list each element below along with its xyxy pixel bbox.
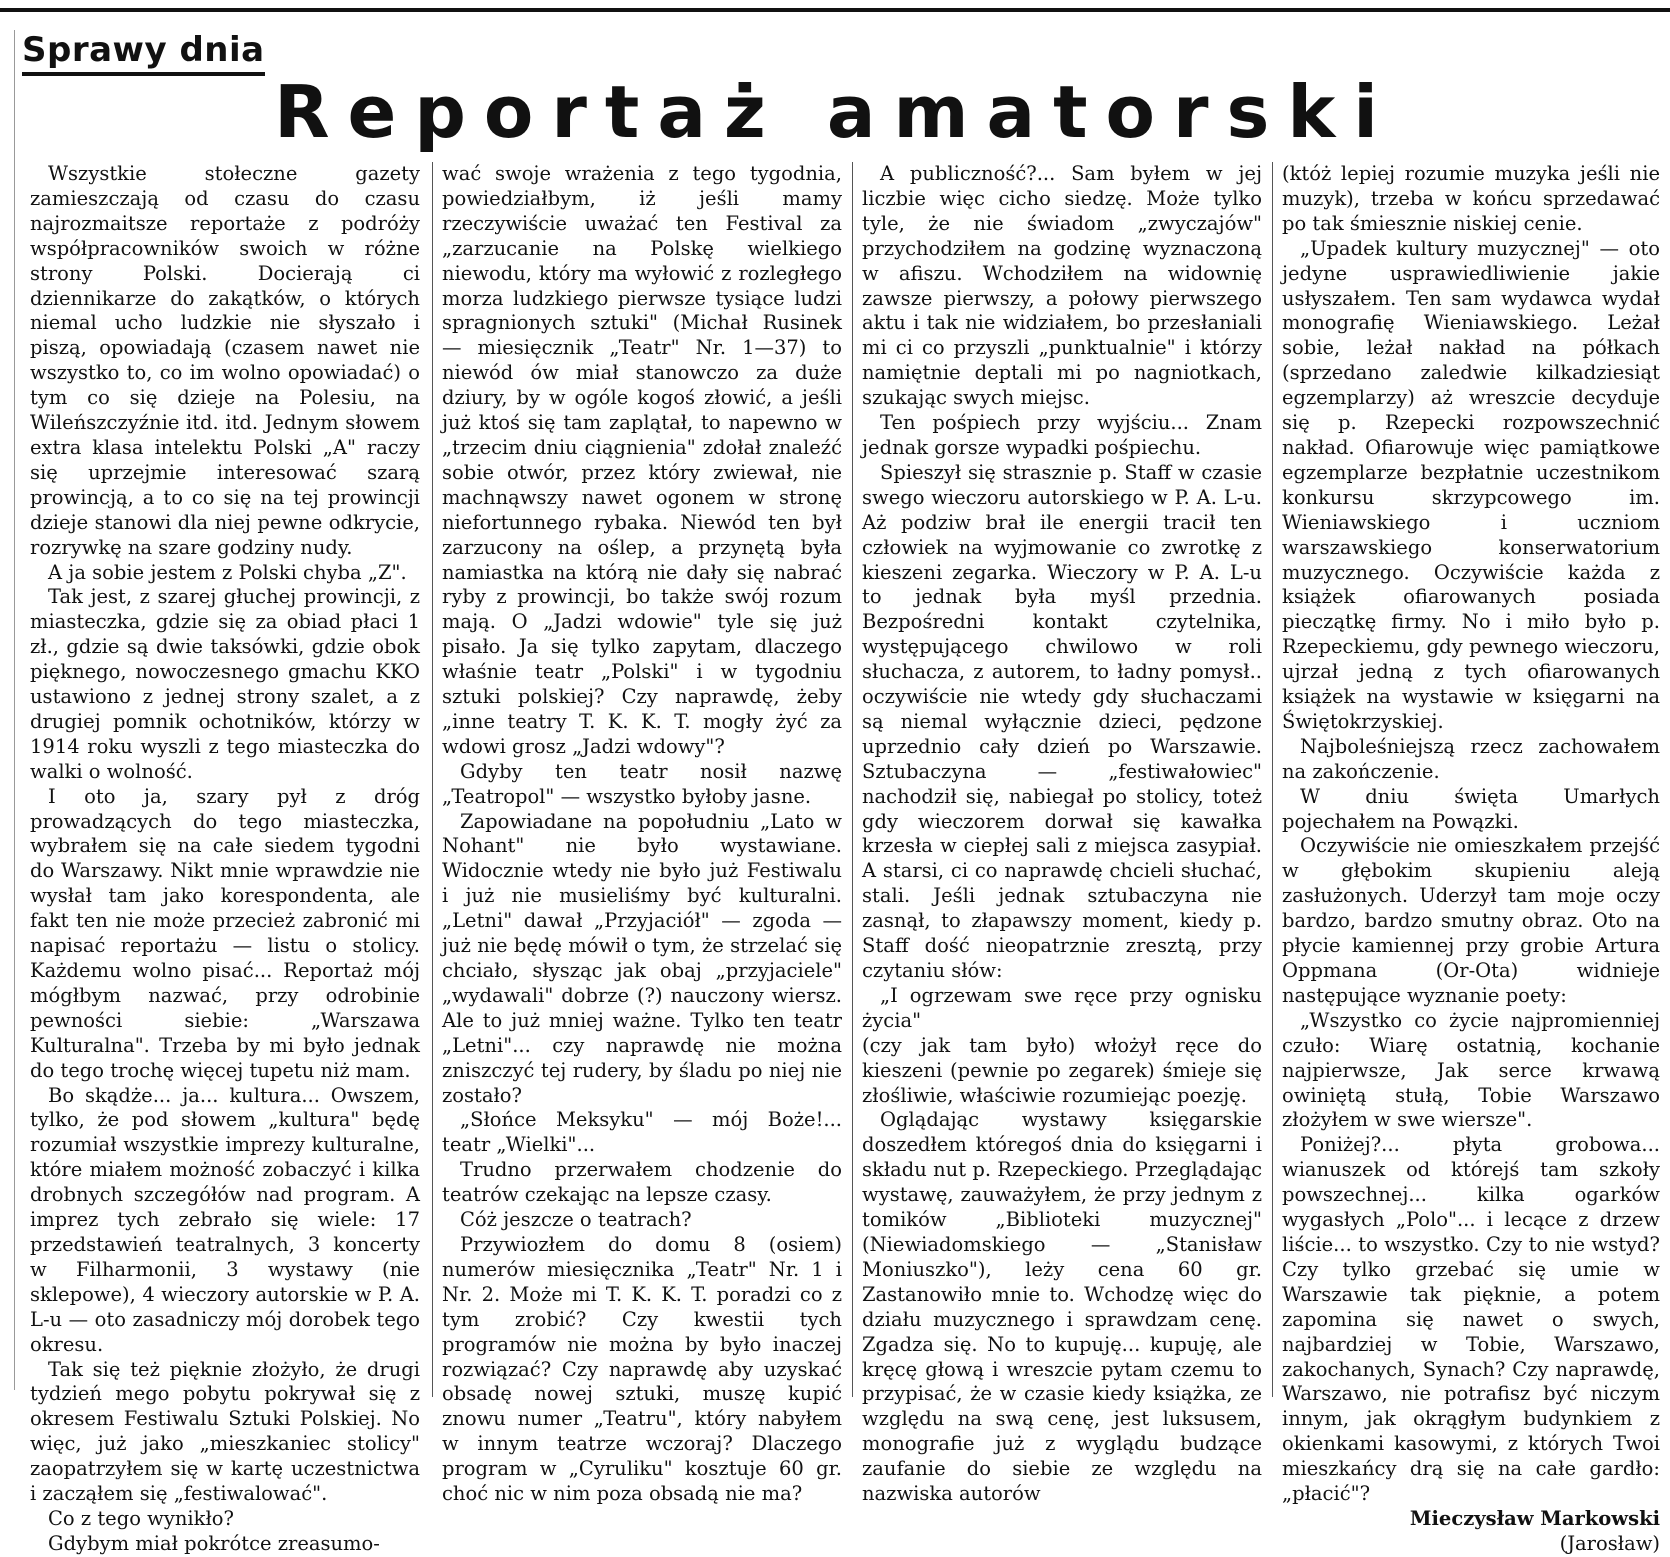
column-rule	[1272, 162, 1273, 1397]
column-rule	[852, 162, 853, 1397]
author-location: (Jarosław)	[1559, 1531, 1660, 1555]
paragraph: (któż lepiej rozumie muzyka jeśli nie muzyk), trzeba w końcu sprzedawać po tak śmiesznie niskiej cenie.	[1282, 162, 1660, 235]
paragraph: Oczywiście nie omieszkałem przejść w głębokim skupieniu aleją zasłużonych. Uderzył tam moje oczy bardzo, bardzo smutny obraz. Oto na płycie kamiennej przy grobie Artura Oppmana (Or-Ota) widnieje następujące wyznanie poety:	[1282, 834, 1660, 1007]
column-3	[862, 162, 1262, 1506]
author-signature: Mieczysław Markowski	[1409, 1506, 1660, 1530]
column-4	[1282, 162, 1660, 1555]
column-rule	[432, 162, 433, 1397]
paragraph: Zapowiadane na popołudniu „Lato w Nohant" nie było wystawiane. Widocznie wtedy nie było już Festiwalu i już nie musieliśmy być kulturalni. „Letni" dawał „Przyjaciół" — zgoda — już nie będę mówił o tym, że strzelać się chciało, słysząc jak obaj „przyjaciele" „wydawali" dobrze (?) nauczony wiersz. Ale to już mniej ważne. Tylko ten teatr „Letni"... czy naprawdę nie można zniszczyć tej rudery, by śladu po niej nie zostało?	[442, 809, 842, 1107]
paragraph: A ja sobie jestem z Polski chyba „Z".	[48, 560, 407, 584]
paragraph: Ten pośpiech przy wyjściu... Znam jednak gorsze wypadki pośpiechu.	[862, 411, 1262, 459]
paragraph: „Upadek kultury muzycznej" — oto jedyne usprawiedliwienie jakie usłyszałem. Ten sam wydawca wydał monografię Wieniawskiego. Leżał sobie, leżał nakład na półkach (sprzedano zaledwie kilkadziesiąt egzemplarzy) aż wreszcie decyduje się p. Rzepecki rozpowszechnić nakład. Ofiarowuje więc pamiątkowe egzemplarze bezpłatnie uczestnikom konkursu skrzypcowego im. Wieniawskiego i uczniom warszawskiego konserwatorium muzycznego. Oczywiście każda z książek ofiarowanych posiada pieczątkę firmy. No i miło było p. Rzepeckiemu, gdy pewnego wieczoru, ujrzał jedną z tych ofiarowanych książek na wystawie w księgarni na Świętokrzyskiej.	[1282, 236, 1660, 733]
column-2	[442, 162, 842, 1506]
paragraph: Cóż jeszcze o teatrach?	[460, 1208, 692, 1232]
paragraph: Poniżej?... płyta grobowa... wianuszek od którejś tam szkoły powszechnej... kilka ogarków wygasłych „Polo"... i lecące z drzew liście... to wszystko. Czy to nie wstyd? Czy tylko grzebać się umie w Warszawie tak pięknie, a potem zapomina się nawet o swych, najbardziej w Tobie, Warszawo, zakochanych, Synach? Czy naprawdę, Warszawo, nie potrafisz być niczym innym, jak okrągłym budynkiem z okienkami kasowymi, z których Twoi mieszkańcy drą się na całe gardło: „płacić"?	[1282, 1133, 1660, 1506]
paragraph: Gdybym miał pokrótce zreasumo-	[48, 1531, 380, 1555]
paragraph: Oglądając wystawy księgarskie doszedłem któregoś dnia do księgarni i składu nut p. Rzepeckiego. Przeglądając wystawę, zauważyłem, że przy jednym z tomików „Biblioteki muzycznej" (Niewiadomskiego — „Stanisław Moniuszko"), leży cena 60 gr. Zastanowiło mnie to. Wchodzę więc do działu muzycznego i sprawdzam cenę. Zgadza się. No to kupuję... kupuję, ale kręcę głową i wreszcie pytam czemu to przypisać, że w czasie kiedy książka, ze względu na swą cenę, jest luksusem, monografie już z wyglądu budzące zaufanie do siebie ze względu na nazwiska autorów	[862, 1108, 1262, 1506]
paragraph: W dniu święta Umarłych pojechałem na Powązki.	[1282, 784, 1660, 833]
paragraph: Wszystkie stołeczne gazety zamieszczają od czasu do czasu najrozmaitsze reportaże z podróży współpracowników swoich w różne strony Polski. Docierają ci dziennikarze do zakątków, o których niemal ucho ludzkie nie słyszało i piszą, opowiadają (czasem nawet nie wszystko to, co im wolno opowiadać) o tym co się dzieje na Polesiu, na Wileńszczyźnie itd. itd. Jednym słowem extra klasa intelektu Polski „A" raczy się uprzejmie interesować szarą prowincją, a to co się na tej prowincji dzieje stanowi dla niej pewne odkrycie, rozrywkę na szare godziny nudy.	[30, 162, 420, 559]
article-headline: Reportaż amatorski	[274, 70, 1396, 154]
quoted-verse: „I ogrzewam swe ręce przy ognisku życia"	[862, 983, 1262, 1032]
paragraph: Przywiozłem do domu 8 (osiem) numerów miesięcznika „Teatr" Nr. 1 i Nr. 2. Może mi T. K. K. T. poradzi co z tym zrobić? Czy kwestii tych programów nie można by było inaczej rozwiązać? Czy naprawdę aby uzyskać obsadę nowej sztuki, muszę kupić znowu numer „Teatru", który nabyłem w innym teatrze wczoraj? Dlaczego program w „Cyruliku" kosztuje 60 gr. choć nic w nim poza obsadą nie ma?	[442, 1232, 842, 1506]
paragraph: (czy jak tam było) włożył ręce do kieszeni (pewnie po zegarek) śmieje się złośliwie, właściwie rozumiejąc poezję.	[862, 1033, 1262, 1107]
paragraph: „Słońce Meksyku" — mój Boże!... teatr „Wielki"...	[442, 1108, 842, 1157]
paragraph: Najboleśniejszą rzecz zachowałem na zakończenie.	[1282, 734, 1660, 783]
paragraph: Co z tego wynikło?	[48, 1506, 234, 1530]
paragraph: Tak jest, z szarej głuchej prowincji, z miasteczka, gdzie się za obiad płaci 1 zł., gdzie są dwie taksówki, gdzie obok pięknego, nowoczesnego gmachu KKO ustawiono z jednej strony szalet, a z drugiej pomnik ochotników, którzy w 1914 roku wyszli z tego miasteczka do walki o wolność.	[30, 585, 420, 783]
paragraph: Bo skądże... ja... kultura... Owszem, tylko, że pod słowem „kultura" będę rozumiał wszystkie imprezy kulturalne, które miałem możność zobaczyć i kilka drobnych szczegółów nad program. A imprez tych zebrało się wiele: 17 przedstawień teatralnych, 3 koncerty w Filharmonii, 3 wystawy (nie sklepowe), 4 wieczory autorskie w P. A. L-u — oto zasadniczy mój dorobek tego okresu.	[30, 1083, 420, 1356]
paragraph: Tak się też pięknie złożyło, że drugi tydzień mego pobytu pokrywał się z okresem Festiwalu Sztuki Polskiej. No więc, już jako „mieszkaniec stolicy" zaopatrzyłem się w kartę uczestnictwa i zacząłem się „festiwalować".	[30, 1357, 420, 1506]
column-1	[30, 162, 420, 1555]
quoted-verse: „Wszystko co życie najpromienniej czuło: Wiarę ostatnią, kochanie najpierwsze, Jak serce krwawą owiniętą stułą, Tobie Warszawo złożyłem w swe wiersze".	[1282, 1008, 1660, 1132]
paragraph: Spieszył się strasznie p. Staff w czasie swego wieczoru autorskiego w P. A. L-u. Aż podziw brał ile energii tracił ten człowiek na wyjmowanie co zwrotkę z kieszeni zegarka. Wieczory w P. A. L-u to jednak była myśl przednia. Bezpośredni kontakt czytelnika, występującego chwilowo w roli słuchacza, z autorem, to ładny pomysł.. oczywiście nie wtedy gdy słuchaczami są niemal wyłącznie dzieci, pędzone uprzednio cały dzień po Warszawie. Sztubaczyna — „festiwałowiec" nachodził się, nabiegał po stolicy, toteż gdy wieczorem dorwał się kawałka krzesła w ciepłej sali z miejsca zasypiał. A starsi, ci co naprawdę chcieli słuchać, stali. Jeśli jednak sztubaczyna nie zasnął, to złapawszy moment, kiedy p. Staff dość nieopatrznie zresztą, przy czytaniu słów:	[862, 460, 1262, 982]
paragraph: Gdyby ten teatr nosił nazwę „Teatropol" — wszystko byłoby jasne.	[442, 759, 842, 808]
paragraph: A publiczność?... Sam byłem w jej liczbie więc cicho siedzę. Może tylko tyle, że nie świadom „zwyczajów" przychodziłem na godzinę wyznaczoną w afiszu. Wchodziłem na widownię zawsze pierwszy, a połowy pierwszego aktu i tak nie widziałem, bo przesłaniali mi ci co przyszli „punktualnie" i którzy namiętnie deptali mi po nagniotkach, szukając swych miejsc.	[862, 162, 1262, 410]
top-rule	[0, 8, 1670, 12]
paragraph: I oto ja, szary pył z dróg prowadzących do tego miasteczka, wybrałem się na całe siedem tygodni do Warszawy. Nikt mnie wprawdzie nie wysłał tam jako korespondenta, ale fakt ten nie może przecież zabronić mi napisać reportażu — listu o stolicy. Każdemu wolno pisać... Reportaż mój mógłbym nazwać, przy odrobinie pewności siebie: „Warszawa Kulturalna". Trzeba by mi było jednak do tego trochę więcej tupetu niż mam.	[30, 784, 420, 1082]
section-rubric: Sprawy dnia	[22, 30, 265, 76]
left-margin-gutter	[0, 30, 15, 1390]
paragraph: Trudno przerwałem chodzenie do teatrów czekając na lepsze czasy.	[442, 1158, 842, 1207]
paragraph: wać swoje wrażenia z tego tygodnia, powiedziałbym, iż jeśli mamy rzeczywiście uważać ten Festival za „zarzucanie na Polskę wielkiego niewodu, który ma wyłowić z rozległego morza ludzkiego pierwsze tysiące ludzi spragnionych sztuki" (Michał Rusinek — miesięcznik „Teatr" Nr. 1—37) to niewód ów miał stanowczo za duże dziury, by w ogóle kogoś złowić, a jeśli już ktoś się tam zaplątał, to napewno w „trzecim dniu ciągnienia" zdołał znaleźć sobie otwór, przez który zwiewał, nie machnąwszy nawet ogonem w stronę niefortunnego rybaka. Niewód ten był zarzucony na oślep, a przynętą była namiastka na którą nie dały się nabrać ryby z prowincji, bo także swój rozum mają. O „Jadzi wdowie" tyle się już pisało. Ja się tylko zapytam, dlaczego właśnie teatr „Polski" i w tygodniu sztuki polskiej? Czy naprawdę, żeby „inne teatry T. K. K. T. mogły żyć za wdowi grosz „Jadzi wdowy"?	[442, 162, 842, 758]
article-body	[30, 162, 1660, 1555]
